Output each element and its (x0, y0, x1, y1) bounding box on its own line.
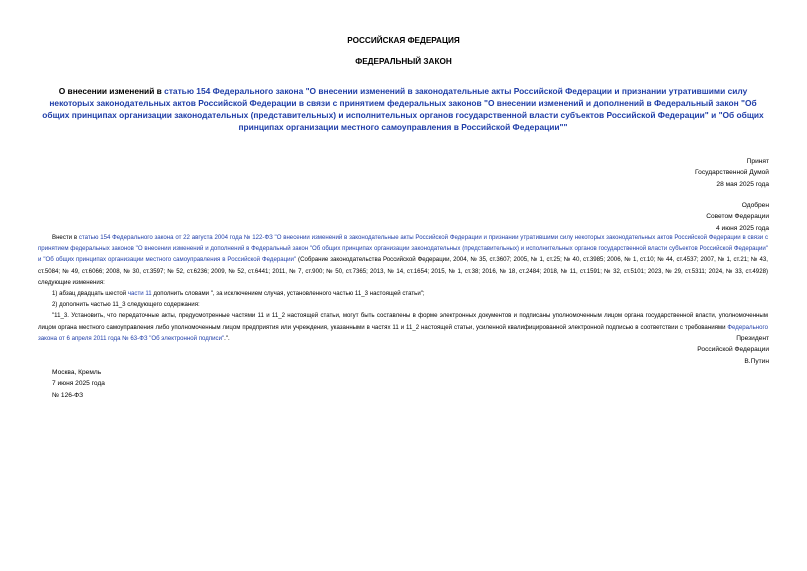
article-154-link[interactable]: статью 154 (78, 234, 111, 241)
new-part-end: .". (224, 334, 230, 342)
document-body (38, 232, 768, 344)
paragraph-item-2: 2) дополнить частью 11_3 следующего содержания: (52, 301, 200, 309)
title-link[interactable]: статью 154 Федерального закона "О внесении изменений в законодательные акты Российской Федерации и признании утратившими силу некоторых законодательных актов Российской Федерации в связи с принятием федеральных законов "О внесении изменений и дополнений в Федеральный закон "Об общих принципах организации законодательных (представительных) и исполнительных органов государственной власти субъектов Российской Федерации" и "Об общих принципах организации местного самоуправления в Российской Федерации"" (42, 86, 764, 132)
place: Москва, Кремль (52, 369, 102, 376)
law-122-fz-link[interactable]: Федерального закона от 22 августа 2004 года № 122-ФЗ "О внесении изменений в законодательные акты Российской Федерации и признании утратившими силу некоторых законодательных актов Российской Федерации в связи с принятием федеральных законов "О внесении изменений и дополнений в Федеральный закон "Об общих принципах организации законодательных (представительных) и исполнительных органов государственной власти субъектов Российской Федерации" и "Об общих принципах организации местного самоуправления в Российской Федерации" (38, 234, 769, 264)
paragraph-item-1 (38, 288, 768, 299)
adopted-line2: Государственной Думой (695, 169, 769, 177)
signature-title: Президент (736, 335, 769, 342)
approved-line2: Советом Федерации (706, 213, 769, 221)
approved-line1: Одобрен (741, 202, 769, 209)
paragraph-intro (38, 232, 768, 288)
adopted-date: 28 мая 2025 года (716, 180, 769, 188)
item1-text-end: дополнить словами ", за исключением случая, установленного частью 11_3 настоящей статьи"; (151, 290, 425, 298)
intro-text-start: Внести в (52, 234, 79, 241)
signature-country: Российской Федерации (697, 346, 769, 354)
signature-block (697, 333, 769, 367)
document-title (36, 85, 770, 133)
approved-date: 4 июня 2025 года (716, 224, 769, 232)
country-heading: РОССИЙСКАЯ ФЕДЕРАЦИЯ (347, 36, 460, 45)
law-63-fz-link[interactable]: Федерального закона от 6 апреля 2011 года № 63-ФЗ "Об электронной подписи" (38, 323, 768, 342)
place-date-block (52, 367, 105, 401)
title-prefix: О внесении изменений в (58, 86, 165, 96)
paragraph-new-part (38, 310, 768, 344)
new-part-text: "11_3. Установить, что передаточные акты, предусмотренные частями 11 и 11_2 настоящей статьи, могут быть составлены в форме электронных документов и подписаны уполномоченным лицом органа государственной власти, уполномоченным лицом органа местного самоуправления либо уполномоченным лицом предприятия или учреждения, указанными в частях 11 и 11_2 настоящей статьи, усиленной квалифицированной электронной подписью в соответствии с требованиями (38, 312, 768, 331)
sign-date: 7 июня 2025 года (52, 380, 105, 388)
item1-text-start: 1) абзац двадцать шестой (52, 290, 128, 298)
adopted-line1: Принят (746, 158, 769, 165)
doc-type-heading: ФЕДЕРАЛЬНЫЙ ЗАКОН (355, 57, 452, 66)
approved-block (706, 200, 769, 234)
adopted-block (695, 156, 769, 190)
signature-name: В.Путин (744, 357, 769, 365)
part-11-link[interactable]: части 11 (127, 290, 152, 298)
law-number: № 126-ФЗ (52, 391, 84, 399)
intro-text-end: (Собрание законодательства Российской Федерации, 2004, № 35, ст.3607; 2005, № 1, ст.25; № 40, ст.3985; 2006, № 1, ст.10; № 44, ст.4537; 2007, № 1, ст.21; № 43, ст.5084; № 49, ст.6066; 2008, № 30, ст.3597; № 52, ст.6236; 2009, № 52, ст.6441; 2011, № 7, ст.900; № 50, ст.7365; 2013, № 14, ст.1654; 2015, № 1, ст.38; 2016, № 18, ст.2484; 2018, № 11, ст.1591; № 32, ст.5101; 2023, № 29, ст.5311; 2024, № 33, ст.4928) следующие изменения: (38, 256, 768, 286)
